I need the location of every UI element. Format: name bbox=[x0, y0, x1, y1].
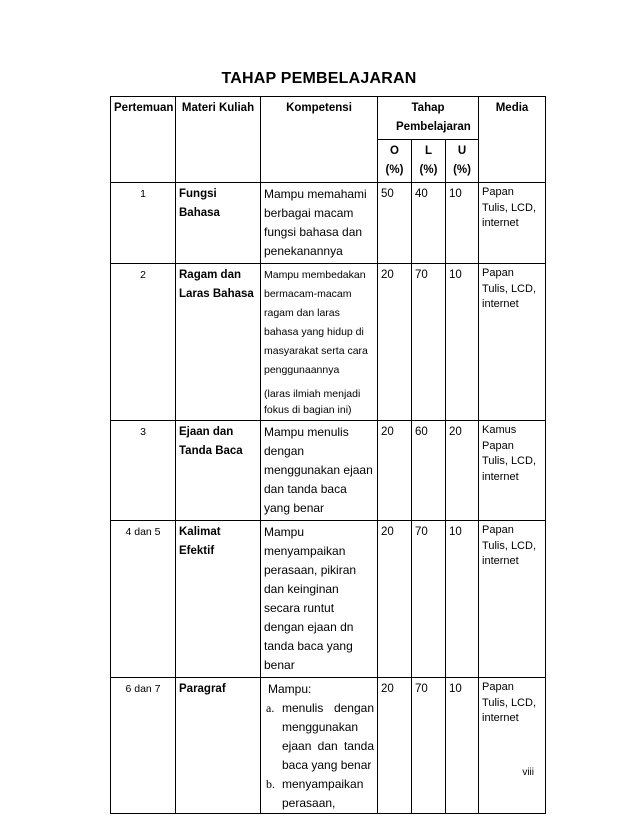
list-item bbox=[264, 775, 374, 813]
header-row bbox=[111, 97, 546, 140]
cell-materi: Fungsi Bahasa bbox=[176, 183, 261, 264]
cell-pertemuan: 4 dan 5 bbox=[111, 521, 176, 678]
cell-media: Kamus Papan Tulis, LCD, internet bbox=[479, 421, 546, 521]
cell-l: 40 bbox=[412, 183, 446, 264]
page-number: viii bbox=[522, 767, 534, 778]
cell-u: 10 bbox=[446, 183, 479, 264]
list-marker: a. bbox=[266, 701, 275, 715]
cell-o: 20 bbox=[378, 264, 412, 421]
cell-media: Papan Tulis, LCD, internet bbox=[479, 678, 546, 814]
cell-materi: Ejaan dan Tanda Baca bbox=[176, 421, 261, 521]
list-item-text: menulis dengan menggunakan ejaan dan tanda baca yang benar bbox=[282, 701, 374, 772]
header-u: U (%) bbox=[446, 140, 479, 183]
cell-u: 10 bbox=[446, 521, 479, 678]
cell-o: 20 bbox=[378, 421, 412, 521]
table-row bbox=[111, 521, 546, 678]
header-pertemuan: Pertemuan bbox=[111, 97, 176, 183]
cell-l: 70 bbox=[412, 264, 446, 421]
header-o: O (%) bbox=[378, 140, 412, 183]
cell-u: 20 bbox=[446, 421, 479, 521]
header-l: L (%) bbox=[412, 140, 446, 183]
cell-pertemuan: 6 dan 7 bbox=[111, 678, 176, 814]
header-kompetensi: Kompetensi bbox=[261, 97, 378, 183]
cell-o: 20 bbox=[378, 678, 412, 814]
cell-kompetensi bbox=[261, 678, 378, 814]
header-tahap: Tahap Pembelajaran bbox=[378, 97, 479, 140]
cell-materi: Paragraf bbox=[176, 678, 261, 814]
kompetensi-note: (laras ilmiah menjadi fokus di bagian ini) bbox=[264, 388, 361, 416]
kompetensi-intro: Mampu: bbox=[268, 682, 312, 696]
page-title: TAHAP PEMBELAJARAN bbox=[221, 70, 417, 87]
cell-media: Papan Tulis, LCD, internet bbox=[479, 183, 546, 264]
cell-media: Papan Tulis, LCD, internet bbox=[479, 264, 546, 421]
table-row bbox=[111, 183, 546, 264]
list-item-text: menyampaikan perasaan, bbox=[282, 777, 364, 810]
header-materi: Materi Kuliah bbox=[176, 97, 261, 183]
cell-o: 20 bbox=[378, 521, 412, 678]
cell-u: 10 bbox=[446, 264, 479, 421]
list-item bbox=[264, 699, 374, 775]
cell-pertemuan: 1 bbox=[111, 183, 176, 264]
cell-l: 70 bbox=[412, 521, 446, 678]
cell-u: 10 bbox=[446, 678, 479, 814]
table-row bbox=[111, 678, 546, 814]
cell-kompetensi bbox=[261, 264, 378, 421]
cell-l: 70 bbox=[412, 678, 446, 814]
header-media: Media bbox=[479, 97, 546, 183]
learning-stages-table bbox=[110, 96, 546, 814]
cell-media: Papan Tulis, LCD, internet bbox=[479, 521, 546, 678]
cell-materi: Kalimat Efektif bbox=[176, 521, 261, 678]
cell-materi: Ragam dan Laras Bahasa bbox=[176, 264, 261, 421]
cell-kompetensi: Mampu menyampaikan perasaan, pikiran dan keinginan secara runtut dengan ejaan dn tanda baca yang benar bbox=[261, 521, 378, 678]
table-row bbox=[111, 264, 546, 421]
kompetensi-list bbox=[264, 699, 374, 813]
cell-o: 50 bbox=[378, 183, 412, 264]
cell-pertemuan: 2 bbox=[111, 264, 176, 421]
cell-pertemuan: 3 bbox=[111, 421, 176, 521]
kompetensi-text: Mampu membedakan bermacam-macam ragam dan laras bahasa yang hidup di masyarakat serta cara penggunaannya bbox=[264, 269, 368, 376]
cell-kompetensi: Mampu memahami berbagai macam fungsi bahasa dan penekanannya bbox=[261, 183, 378, 264]
list-marker: b. bbox=[266, 777, 275, 791]
cell-l: 60 bbox=[412, 421, 446, 521]
cell-kompetensi: Mampu menulis dengan menggunakan ejaan dan tanda baca yang benar bbox=[261, 421, 378, 521]
table-row bbox=[111, 421, 546, 521]
